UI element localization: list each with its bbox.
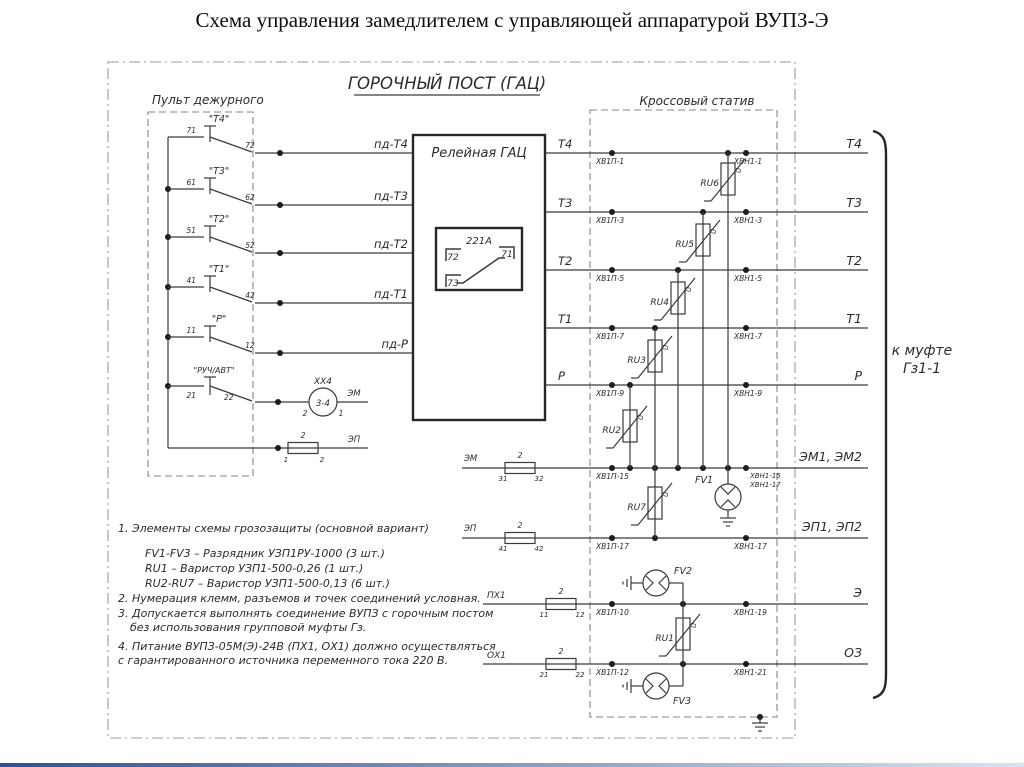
switch-t1 xyxy=(168,264,255,302)
varistor-ru4-u-mark: U xyxy=(685,286,693,292)
note-3b: без использования групповой муфты Гз. xyxy=(130,621,367,634)
console-ep-wire-label: ЭП xyxy=(347,435,361,445)
coupling-label-line1: к муфте xyxy=(891,343,953,359)
terminal-right-e: ХВН1-19 xyxy=(734,608,767,617)
varistor-ru6-u-mark: U xyxy=(735,167,743,173)
coupling-bracket xyxy=(873,131,952,698)
varistor-ru2-label: RU2 xyxy=(602,426,621,436)
row-ep xyxy=(462,519,868,553)
varistor-ru6 xyxy=(700,153,745,468)
note-3a: 3. Допускается выполнять соединение ВУПЗ с горочным постом xyxy=(118,607,494,620)
output-label-e: Э xyxy=(853,585,862,600)
arrester-fv2 xyxy=(623,566,692,604)
fuse-ep-terminal-right: 42 xyxy=(534,545,544,553)
xx4-terminal-right: 1 xyxy=(338,409,344,418)
note-1: 1. Элементы схемы грозозащиты (основной вариант) xyxy=(118,522,429,535)
switch-t1-terminal-left: 41 xyxy=(186,276,196,285)
switch-t3-terminal-left: 61 xyxy=(186,178,196,187)
switch-t3-terminal-right: 62 xyxy=(245,193,255,202)
wire-label-pd-t3: пд-Т3 xyxy=(374,189,408,203)
relay-terminal-72: 72 xyxy=(447,253,459,263)
terminal-left-e: ХВ1П-10 xyxy=(596,608,629,617)
wire-label-em: ЭМ xyxy=(464,454,478,464)
switch-ruch-avt-terminal-left: 21 xyxy=(186,391,196,400)
console-ep-line xyxy=(168,431,368,464)
note-1-fv: FV1-FV3 – Разрядник УЗП1РУ-1000 (3 шт.) xyxy=(145,547,385,560)
varistor-ru6-label: RU6 xyxy=(700,179,719,189)
switch-t2-name: "Т2" xyxy=(208,214,230,225)
fuse-px-terminal-left: 11 xyxy=(539,611,549,619)
fuse-px-number: 2 xyxy=(558,587,564,596)
varistor-ru1-u-mark: U xyxy=(690,622,698,628)
relay-out-label-t1: Т1 xyxy=(558,312,573,326)
xx4-wire-label: ЭМ xyxy=(347,389,361,399)
console-ep-fuse-terminal-right: 2 xyxy=(319,456,325,464)
varistor-ru5-label: RU5 xyxy=(675,240,694,250)
row-t4 xyxy=(545,136,868,166)
varistor-ru1-label: RU1 xyxy=(655,634,674,644)
arrester-fv1 xyxy=(695,468,741,526)
wire-label-pd-t1: пд-Т1 xyxy=(374,287,408,301)
note-1-ru1: RU1 – Варистор УЗП1-500-0,26 (1 шт.) xyxy=(145,562,364,575)
row-e xyxy=(483,585,868,619)
varistor-ru1 xyxy=(655,604,700,664)
wire-label-px1: ПХ1 xyxy=(487,591,506,601)
varistor-ru4 xyxy=(650,270,695,468)
output-label-em: ЭМ1, ЭМ2 xyxy=(799,449,862,464)
row-em xyxy=(462,449,868,489)
wire-label-ep: ЭП xyxy=(464,524,477,534)
terminal-right-t1: ХВН1-7 xyxy=(734,332,763,341)
notes-block xyxy=(118,522,496,667)
note-4b: с гарантированного источника переменного тока 220 В. xyxy=(118,654,449,667)
output-label-r: Р xyxy=(854,368,862,383)
output-label-t1: Т1 xyxy=(846,311,862,326)
hump-post-box xyxy=(108,62,795,738)
arrester-fv1-label: FV1 xyxy=(694,475,713,486)
switch-t3 xyxy=(168,166,255,204)
varistor-ru5-u-mark: U xyxy=(710,228,718,234)
row-r xyxy=(545,368,868,398)
relay-out-label-r: Р xyxy=(558,369,565,383)
pd-wires xyxy=(255,137,413,356)
relay-out-label-t2: Т2 xyxy=(558,254,573,268)
terminal-left-em: ХВ1П-15 xyxy=(596,472,629,481)
switch-r xyxy=(168,314,255,352)
row-t3 xyxy=(545,195,868,225)
row-t1 xyxy=(545,311,868,341)
varistor-ru7-label: RU7 xyxy=(627,503,646,513)
fuse-em-number: 2 xyxy=(517,451,523,460)
arrester-fv3-label: FV3 xyxy=(673,696,692,707)
terminal-right-t2: ХВН1-5 xyxy=(734,274,763,283)
terminal-left-t2: ХВ1П-5 xyxy=(596,274,625,283)
relay-gac-label: Релейная ГАЦ xyxy=(431,146,527,161)
fuse-ox-terminal-left: 21 xyxy=(539,671,549,679)
note-1-ru2: RU2-RU7 – Варистор УЗП1-500-0,13 (6 шт.) xyxy=(145,577,390,590)
varistor-ru3-label: RU3 xyxy=(627,356,646,366)
switch-r-terminal-left: 11 xyxy=(186,326,196,335)
relay-terminal-73: 73 xyxy=(447,279,459,289)
duty-console xyxy=(148,93,368,476)
console-ep-fuse-number: 2 xyxy=(300,431,306,440)
duty-console-label: Пульт дежурного xyxy=(152,93,264,107)
fuse-ep-terminal-left: 41 xyxy=(498,545,508,553)
output-label-oz: ОЗ xyxy=(844,645,862,660)
switch-r-terminal-right: 12 xyxy=(245,341,255,350)
terminal-left-t3: ХВ1П-3 xyxy=(596,216,625,225)
cross-rack-label: Кроссовый статив xyxy=(639,94,755,108)
page-title: Схема управления замедлителем с управляющей аппаратурой ВУПЗ-Э xyxy=(195,8,829,32)
relay-terminal-71: 71 xyxy=(501,250,513,260)
varistor-ru7-u-mark: U xyxy=(662,491,670,497)
terminal-right-em-b: ХВН1-17 xyxy=(750,481,781,489)
switch-t4-terminal-right: 72 xyxy=(245,141,255,150)
terminal-left-ep: ХВ1П-17 xyxy=(596,542,629,551)
terminal-right-r: ХВН1-9 xyxy=(734,389,763,398)
switch-t2 xyxy=(168,214,255,252)
wire-label-pd-t2: пд-Т2 xyxy=(374,237,408,251)
fuse-em-terminal-left: 31 xyxy=(498,475,508,483)
coupling-label-line2: Гз1-1 xyxy=(902,361,942,377)
varistor-ru4-label: RU4 xyxy=(650,298,669,308)
switch-t1-terminal-right: 42 xyxy=(245,291,255,300)
xx4-connector xyxy=(255,377,368,418)
terminal-left-t1: ХВ1П-7 xyxy=(596,332,625,341)
varistor-ru5 xyxy=(675,212,720,468)
arrester-fv2-label: FV2 xyxy=(674,566,693,577)
terminal-right-ep: ХВН1-17 xyxy=(734,542,767,551)
varistor-ru3 xyxy=(627,328,672,468)
switch-t3-name: "Т3" xyxy=(208,166,230,177)
fuse-px-terminal-right: 12 xyxy=(575,611,585,619)
xx4-name: ХХ4 xyxy=(313,377,333,387)
varistor-ru2-u-mark: U xyxy=(637,414,645,420)
switch-t4-name: "Т4" xyxy=(208,114,230,125)
xx4-contact-label: 3-4 xyxy=(316,399,330,409)
fuse-ox-terminal-right: 22 xyxy=(575,671,585,679)
switch-ruch-avt-terminal-right: 22 xyxy=(224,393,234,402)
terminal-right-em-a: ХВН1-15 xyxy=(750,472,781,480)
note-4a: 4. Питание ВУПЗ-05М(Э)-24В (ПХ1, ОХ1) должно осуществляться xyxy=(118,640,496,653)
hump-post-label: ГОРОЧНЫЙ ПОСТ (ГАЦ) xyxy=(347,74,547,93)
relay-out-label-t3: Т3 xyxy=(558,196,573,210)
switch-t4-terminal-left: 71 xyxy=(186,126,196,135)
row-t2 xyxy=(545,253,868,283)
varistor-ru7 xyxy=(627,468,672,538)
output-label-t3: Т3 xyxy=(846,195,862,210)
varistor-ru3-u-mark: U xyxy=(662,344,670,350)
fuse-ep-number: 2 xyxy=(517,521,523,530)
fuse-ox-number: 2 xyxy=(558,647,564,656)
wire-label-ox1: ОХ1 xyxy=(487,651,506,661)
wire-label-pd-t4: пд-Т4 xyxy=(374,137,408,151)
switch-t2-terminal-right: 52 xyxy=(245,241,255,250)
terminal-left-t4: ХВ1П-1 xyxy=(596,157,625,166)
relay-contact-name: 221А xyxy=(466,236,492,247)
relay-gac-box xyxy=(413,135,545,420)
relay-out-label-t4: Т4 xyxy=(558,137,573,151)
note-2: 2. Нумерация клемм, разъемов и точек соединений условная. xyxy=(118,592,481,605)
switch-ruch-avt-name: "РУЧ/АВТ" xyxy=(193,366,235,375)
output-label-t2: Т2 xyxy=(846,253,862,268)
switch-t1-name: "Т1" xyxy=(208,264,230,275)
terminal-right-t3: ХВН1-3 xyxy=(734,216,763,225)
terminal-right-oz: ХВН1-21 xyxy=(734,668,767,677)
fuse-em-terminal-right: 32 xyxy=(534,475,544,483)
slide-accent-bar xyxy=(0,763,1024,767)
output-label-ep: ЭП1, ЭП2 xyxy=(801,519,862,534)
wire-label-pd-r: пд-Р xyxy=(381,337,408,351)
switch-r-name: "Р" xyxy=(211,314,227,325)
arrester-fv3 xyxy=(623,664,691,707)
terminal-right-t4: ХВН1-1 xyxy=(734,157,763,166)
switch-ruch-avt xyxy=(168,366,252,402)
console-ep-fuse-terminal-left: 1 xyxy=(283,456,289,464)
terminal-left-r: ХВ1П-9 xyxy=(596,389,625,398)
xx4-terminal-left: 2 xyxy=(302,409,308,418)
terminal-left-oz: ХВ1П-12 xyxy=(596,668,629,677)
switch-t2-terminal-left: 51 xyxy=(186,226,196,235)
output-label-t4: Т4 xyxy=(846,136,862,151)
switch-t4 xyxy=(168,114,255,152)
